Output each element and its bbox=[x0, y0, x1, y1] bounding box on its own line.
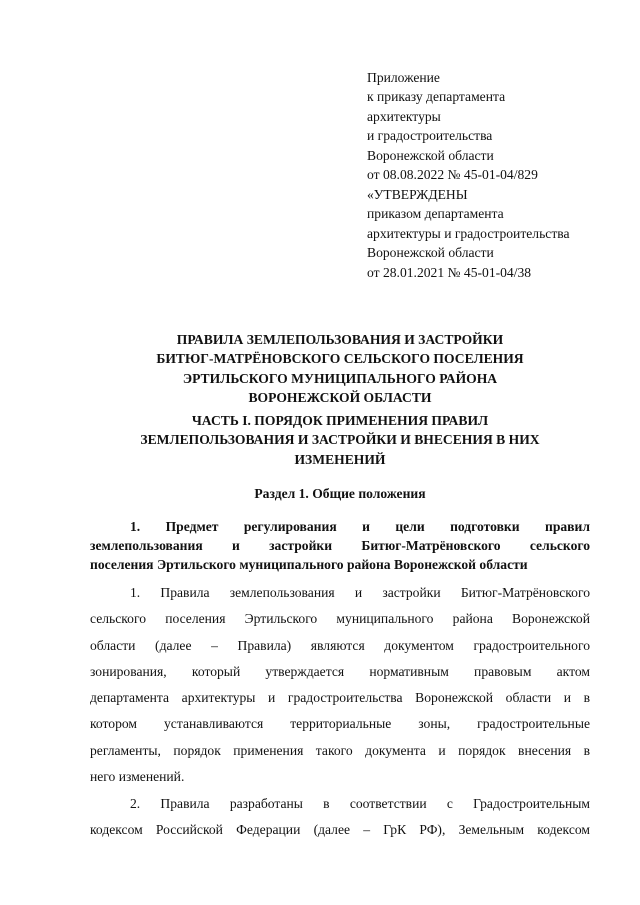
paragraph-line: сельского поселения Эртильского муниципального района Воронежской bbox=[90, 611, 590, 627]
paragraph-line: него изменений. bbox=[90, 769, 185, 785]
part-heading bbox=[90, 411, 590, 469]
approved-line: Воронежской области bbox=[367, 245, 494, 261]
paragraph-2 bbox=[90, 791, 590, 844]
annex-line: архитектуры bbox=[367, 108, 441, 124]
section-heading bbox=[90, 484, 590, 503]
paragraph-line: зонирования, который утверждается нормативным правовым актом bbox=[90, 663, 590, 679]
paragraph-line: кодексом Российской Федерации (далее – ГрК РФ), Земельным кодексом bbox=[90, 822, 590, 838]
section-heading-text: Раздел 1. Общие положения bbox=[254, 486, 426, 501]
paragraph-1 bbox=[90, 580, 590, 790]
annex-block bbox=[367, 68, 538, 184]
title-line: ВОРОНЕЖСКОЙ ОБЛАСТИ bbox=[248, 390, 432, 406]
annex-line: Воронежской области bbox=[367, 147, 494, 163]
paragraph-line: 1. Правила землепользования и застройки Битюг-Матрёновского bbox=[130, 585, 590, 600]
approved-line: от 28.01.2021 № 45-01-04/38 bbox=[367, 264, 532, 280]
annex-line: к приказу департамента bbox=[367, 89, 506, 105]
article-heading-line: 1. Предмет регулирования и цели подготовки правил bbox=[130, 519, 590, 534]
approved-line: приказом департамента bbox=[367, 206, 504, 222]
title-line: БИТЮГ-МАТРЁНОВСКОГО СЕЛЬСКОГО ПОСЕЛЕНИЯ bbox=[156, 351, 524, 367]
article-heading-line: поселения Эртильского муниципального района Воронежской области bbox=[90, 557, 528, 573]
annex-line: от 08.08.2022 № 45-01-04/829 bbox=[367, 167, 538, 183]
part-line: ЗЕМЛЕПОЛЬЗОВАНИЯ И ЗАСТРОЙКИ И ВНЕСЕНИЯ В НИХ bbox=[140, 432, 540, 448]
paragraph-line: области (далее – Правила) являются документом градостроительного bbox=[90, 637, 590, 653]
title-line: ЭРТИЛЬСКОГО МУНИЦИПАЛЬНОГО РАЙОНА bbox=[182, 370, 498, 386]
paragraph-line: котором устанавливаются территориальные зоны, градостроительные bbox=[90, 716, 590, 732]
paragraph-line: департамента архитектуры и градостроительства Воронежской области и в bbox=[90, 690, 590, 706]
title-line: ПРАВИЛА ЗЕМЛЕПОЛЬЗОВАНИЯ И ЗАСТРОЙКИ bbox=[176, 332, 504, 347]
article-heading-line: землепользования и застройки Битюг-Матрёновского сельского bbox=[90, 538, 590, 554]
document-title bbox=[90, 330, 590, 408]
article-heading bbox=[90, 517, 590, 575]
annex-line: Приложение bbox=[367, 70, 440, 85]
approved-block bbox=[367, 185, 570, 282]
annex-line: и градостроительства bbox=[367, 128, 493, 144]
part-line: ЧАСТЬ I. ПОРЯДОК ПРИМЕНЕНИЯ ПРАВИЛ bbox=[191, 413, 489, 428]
paragraph-line: регламенты, порядок применения такого документа и порядок внесения в bbox=[90, 742, 590, 758]
approved-line: архитектуры и градостроительства bbox=[367, 225, 570, 241]
paragraph-line: 2. Правила разработаны в соответствии с Градостроительным bbox=[130, 796, 590, 811]
part-line: ИЗМЕНЕНИЙ bbox=[294, 451, 386, 467]
approved-line: «УТВЕРЖДЕНЫ bbox=[367, 187, 468, 202]
